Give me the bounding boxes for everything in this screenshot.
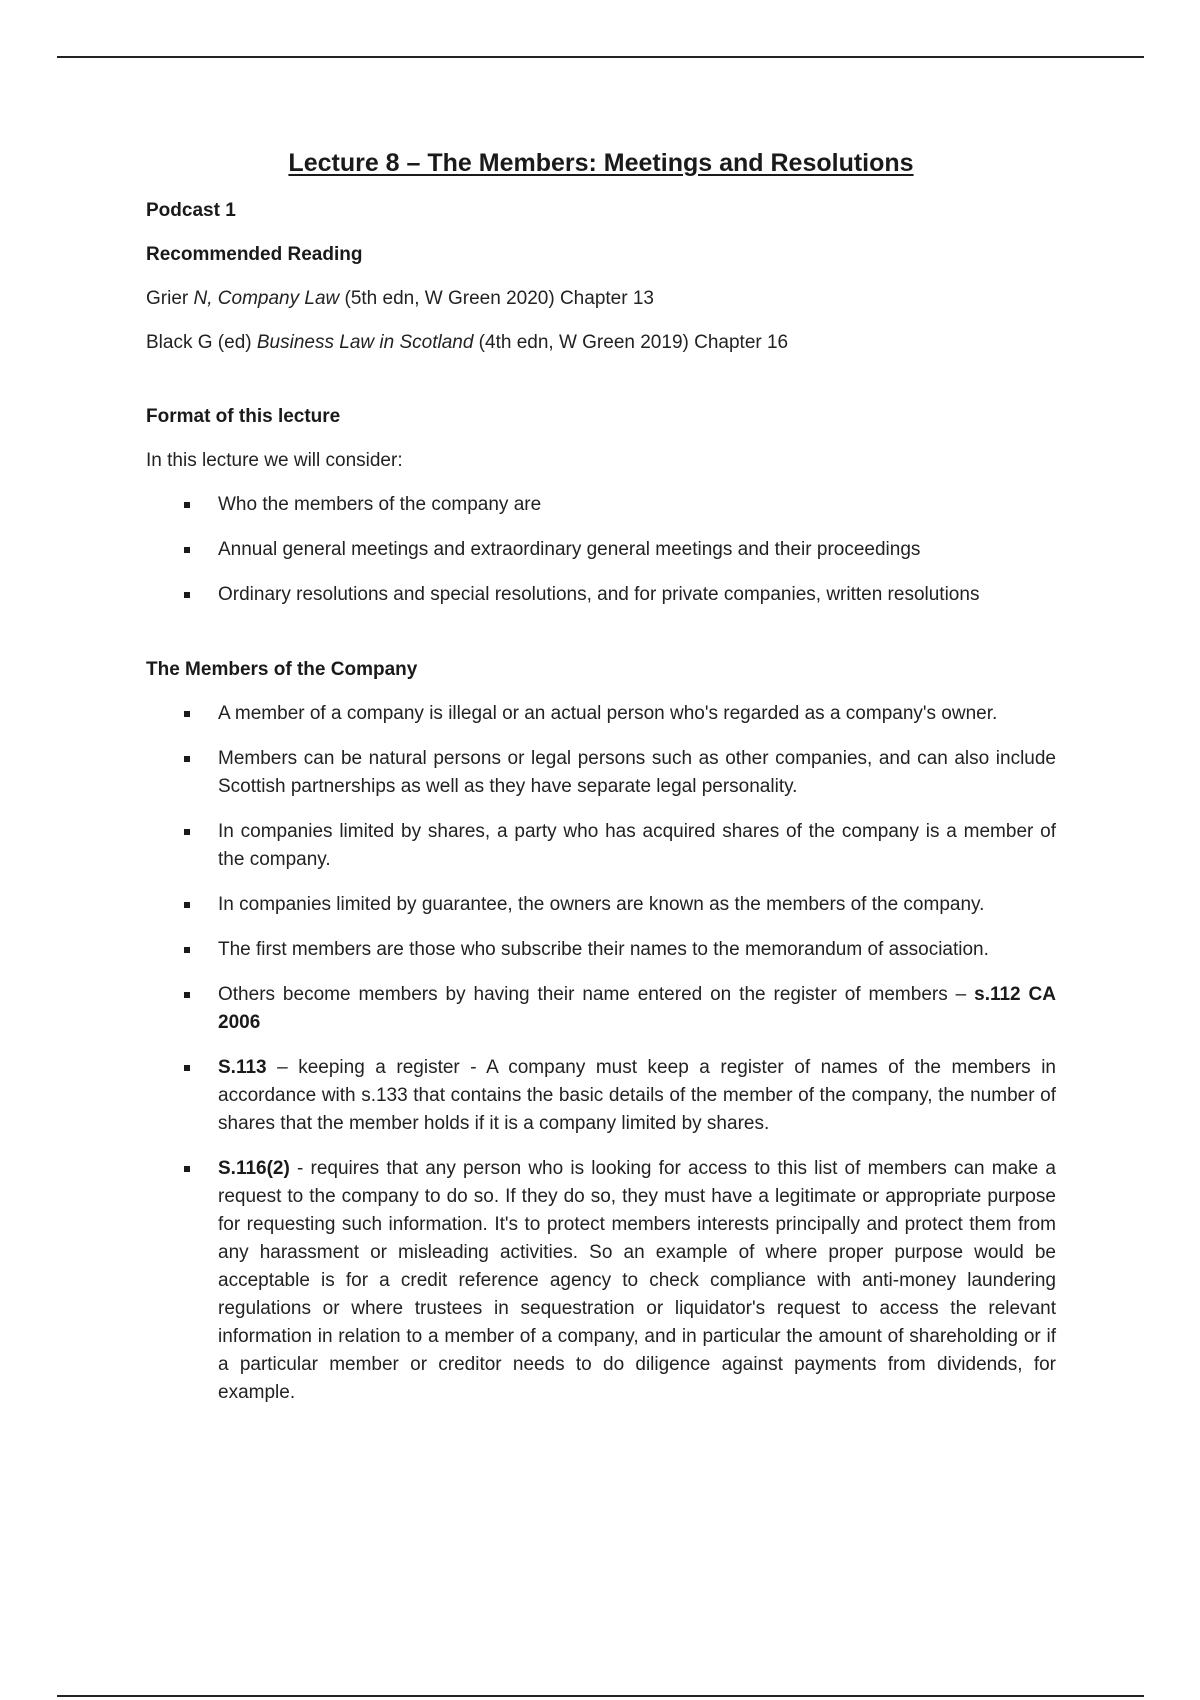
list-item: Annual general meetings and extraordinary general meetings and their proceedings bbox=[146, 536, 1056, 564]
bullet-icon bbox=[184, 1065, 190, 1071]
bullet-icon bbox=[184, 1166, 190, 1172]
bullet-icon bbox=[184, 992, 190, 998]
bullet-icon bbox=[184, 547, 190, 553]
format-heading: Format of this lecture bbox=[146, 406, 341, 427]
bullet-icon bbox=[184, 592, 190, 598]
list-item: Members can be natural persons or legal persons such as other companies, and can also include Scottish partnerships as well as they have separate legal personality. bbox=[146, 745, 1056, 801]
document-page bbox=[146, 146, 1056, 1407]
reading-heading: Recommended Reading bbox=[146, 244, 363, 265]
podcast-label: Podcast 1 bbox=[146, 200, 236, 221]
bullet-icon bbox=[184, 947, 190, 953]
bullet-icon bbox=[184, 829, 190, 835]
list-item: Ordinary resolutions and special resolutions, and for private companies, written resolutions bbox=[146, 581, 1056, 609]
members-heading: The Members of the Company bbox=[146, 659, 418, 680]
list-item: S.116(2) - requires that any person who is looking for access to this list of members can make a request to the company to do so. If they do so, they must have a legitimate or appropriate purpose for requesting such information. It's to protect members interests principally and protect them from any harassment or misleading activities. So an example of where proper purpose would be acceptable is for a credit reference agency to check compliance with anti-money laundering regulations or where trustees in sequestration or liquidator's request to access the relevant information in relation to a member of a company, and in particular the amount of shareholding or if a particular member or creditor needs to do diligence against payments from dividends, for example. bbox=[146, 1155, 1056, 1407]
reading-item: Grier N, Company Law (5th edn, W Green 2020) Chapter 13 bbox=[146, 288, 654, 309]
bullet-icon bbox=[184, 502, 190, 508]
header-rule bbox=[57, 56, 1144, 58]
format-list bbox=[146, 491, 1056, 609]
bullet-icon bbox=[184, 756, 190, 762]
list-item: The first members are those who subscribe their names to the memorandum of association. bbox=[146, 936, 1056, 964]
bullet-icon bbox=[184, 711, 190, 717]
list-item: Who the members of the company are bbox=[146, 491, 1056, 519]
members-list bbox=[146, 700, 1056, 1407]
bullet-icon bbox=[184, 902, 190, 908]
page-title: Lecture 8 – The Members: Meetings and Resolutions bbox=[288, 149, 914, 177]
list-item: In companies limited by guarantee, the owners are known as the members of the company. bbox=[146, 891, 1056, 919]
list-item: Others become members by having their name entered on the register of members – s.112 CA 2006 bbox=[146, 981, 1056, 1037]
list-item: S.113 – keeping a register - A company must keep a register of names of the members in accordance with s.133 that contains the basic details of the member of the company, the number of shares that the member holds if it is a company limited by shares. bbox=[146, 1054, 1056, 1138]
list-item: In companies limited by shares, a party who has acquired shares of the company is a member of the company. bbox=[146, 818, 1056, 874]
footer-rule bbox=[57, 1695, 1144, 1697]
format-intro: In this lecture we will consider: bbox=[146, 450, 403, 471]
list-item: A member of a company is illegal or an actual person who's regarded as a company's owner. bbox=[146, 700, 1056, 728]
reading-item: Black G (ed) Business Law in Scotland (4th edn, W Green 2019) Chapter 16 bbox=[146, 332, 789, 353]
